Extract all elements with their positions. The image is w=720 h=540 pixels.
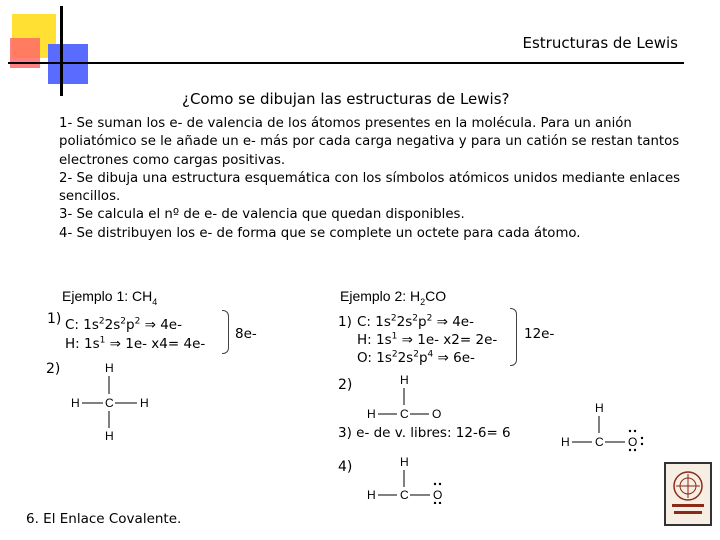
example1-step1-number: 1): [47, 311, 62, 327]
example2-total: 12e-: [524, 326, 555, 342]
step-item: 2- Se dibuja una estructura esquemática con los símbolos atómicos unidos mediante enlaces sencillos.: [59, 170, 681, 205]
atom-h-top: H: [595, 401, 604, 415]
example2-step4-number: 4): [338, 459, 353, 475]
atom-c: C: [400, 488, 409, 502]
atom-c: C: [400, 407, 409, 421]
decor-vertical-line: [60, 6, 63, 96]
lone-pair-dot: [634, 449, 636, 451]
atom-o: O: [433, 488, 443, 502]
lone-pair-dot: [629, 449, 631, 451]
atom-c: C: [105, 396, 114, 410]
atom-h-left: H: [367, 488, 376, 502]
example1-brace: [222, 310, 229, 354]
lone-pair-dot: [641, 437, 643, 439]
atom-h-top: H: [105, 361, 114, 375]
atom-h-top: H: [400, 373, 409, 387]
example2-step3: 3) e- de v. libres: 12-6= 6: [338, 425, 511, 441]
example2-step2-number: 2): [338, 377, 353, 393]
step-item: 1- Se suman los e- de valencia de los átomos presentes en la molécula. Para un anión poliatómico se le añade un e- más por cada carga negativa y para un catión se restan tantos electrones como cargas positivas.: [59, 116, 680, 168]
example1-total: 8e-: [235, 326, 257, 342]
example2-oxygen-line: O: $1s^22s^2p^4$ ⇒ 6e-: [357, 349, 475, 366]
example2-step1-number: 1): [338, 314, 352, 330]
atom-h-top: H: [400, 455, 409, 469]
lone-pair-dot: [439, 483, 441, 485]
decor-blue-square: [48, 44, 88, 84]
example2-brace: [510, 308, 517, 366]
atom-h-right: H: [140, 396, 149, 410]
example1-step2-number: 2): [46, 361, 61, 377]
atom-h-bottom: H: [105, 429, 114, 443]
example1-title: Ejemplo 1: $CH_4$: [62, 288, 158, 307]
lone-pair-dot: [629, 430, 631, 432]
atom-o: O: [432, 407, 442, 421]
lone-pair-dot: [634, 430, 636, 432]
atom-h-left: H: [71, 396, 80, 410]
steps-list: [59, 115, 689, 243]
step-item: 3- Se calcula el nº de e- de valencia que quedan disponibles.: [59, 207, 465, 223]
footer-chapter: 6. El Enlace Covalente.: [26, 511, 182, 527]
example1-hydrogen-line: H: $1s^1$ ⇒ 1e- x4= 4e-: [65, 335, 206, 352]
atom-c: C: [595, 435, 604, 449]
lone-pair-dot: [439, 502, 441, 504]
seal-emblem: [666, 464, 710, 524]
university-seal-logo: [664, 462, 712, 526]
lone-pair-dot: [434, 502, 436, 504]
example2-hydrogen-line: H: $1s^1$ ⇒ 1e- x2= 2e-: [357, 331, 498, 348]
example1-carbon-line: C: $1s^22s^2p^2$ ⇒ 4e-: [65, 316, 182, 333]
slide-title: Estructuras de Lewis: [522, 34, 678, 52]
question-heading: ¿Como se dibujan las estructuras de Lewis?: [182, 90, 510, 108]
example2-title: Ejemplo 2: $H_2CO$: [340, 288, 447, 307]
ch4-lewis-structure: [65, 358, 155, 448]
h2co-skeleton-structure: [362, 370, 452, 422]
title-divider: [66, 62, 684, 64]
atom-o: O: [628, 435, 638, 449]
h2co-lewis-step4: [362, 452, 457, 504]
atom-h-left: H: [561, 435, 570, 449]
step-item: 4- Se distribuyen los e- de forma que se complete un octete para cada átomo.: [59, 225, 581, 241]
lone-pair-dot: [641, 443, 643, 445]
atom-h-left: H: [367, 407, 376, 421]
lone-pair-dot: [434, 483, 436, 485]
example2-carbon-line: C: $1s^22s^2p^2$ ⇒ 4e-: [357, 313, 474, 330]
h2co-final-structure: [558, 396, 658, 456]
